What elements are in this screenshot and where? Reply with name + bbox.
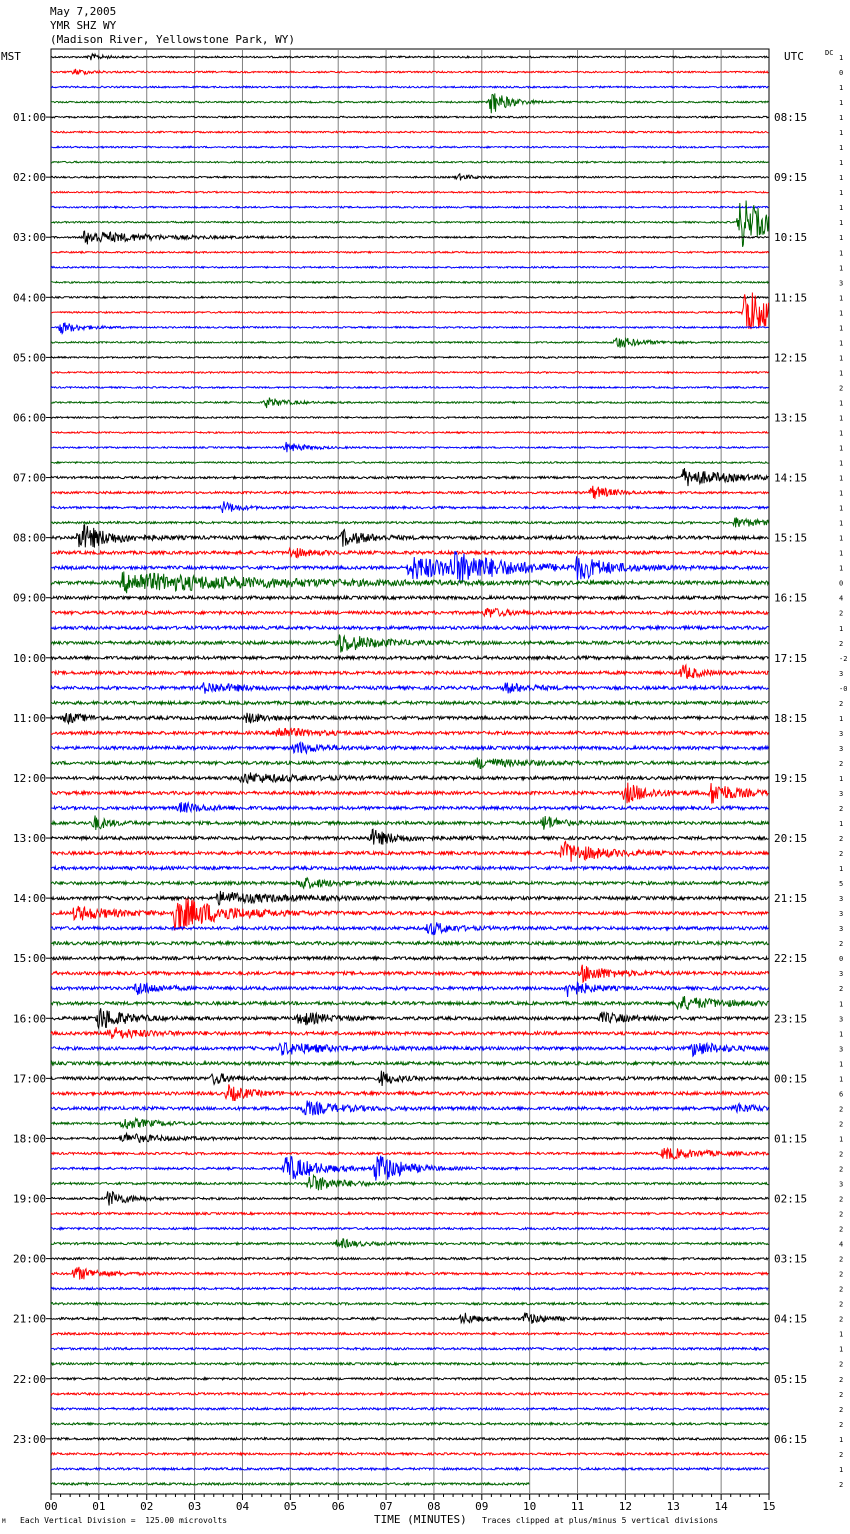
trace-line — [51, 1101, 769, 1116]
dc-value: 2 — [839, 805, 844, 813]
dc-value: 2 — [839, 1255, 844, 1264]
trace-line — [51, 1239, 769, 1248]
right-hour-label: 10:15 — [774, 231, 808, 245]
dc-value: 1 — [839, 504, 844, 513]
dc-value: 2 — [839, 1450, 844, 1459]
x-tick-label: 04 — [235, 1500, 250, 1513]
dc-value: 1 — [839, 264, 844, 273]
trace-line — [51, 1348, 769, 1350]
dc-value: 3 — [839, 729, 844, 738]
trace-line — [51, 1228, 769, 1230]
dc-value: 1 — [839, 324, 844, 333]
right-hour-label: 06:15 — [774, 1432, 808, 1446]
dc-value: 0 — [839, 955, 844, 964]
trace-line — [51, 1333, 769, 1335]
trace-line — [51, 69, 769, 75]
right-hour-label: 19:15 — [774, 771, 808, 785]
left-hour-label: 14:00 — [13, 892, 47, 906]
dc-value: 1 — [839, 159, 844, 168]
dc-value: 1 — [839, 459, 844, 468]
dc-value: 2 — [839, 699, 844, 708]
trace-line — [51, 701, 769, 704]
dc-value: 1 — [839, 474, 844, 483]
trace-line — [51, 891, 769, 905]
trace-line — [51, 1393, 769, 1395]
trace-line — [51, 1133, 769, 1142]
right-hour-label: 15:15 — [774, 531, 808, 545]
dc-value: 3 — [839, 1180, 844, 1189]
trace-line — [51, 596, 769, 599]
dc-value: 1 — [839, 249, 844, 258]
x-tick-label: 08 — [427, 1500, 441, 1513]
x-tick-label: 12 — [618, 1500, 633, 1513]
trace-line — [51, 417, 769, 419]
dc-value: 2 — [839, 1285, 844, 1294]
trace-line — [51, 501, 769, 513]
trace-line — [51, 942, 769, 945]
trace-line — [51, 728, 769, 736]
left-hour-label: 16:00 — [13, 1012, 47, 1026]
dc-value: 2 — [839, 639, 844, 648]
trace-line — [51, 743, 769, 754]
trace-line — [51, 783, 769, 804]
trace-line — [51, 965, 769, 982]
dc-value: 2 — [839, 1120, 844, 1129]
dc-value: 1 — [839, 444, 844, 453]
dc-value: 1 — [839, 234, 844, 243]
right-hour-label: 17:15 — [774, 651, 808, 665]
trace-line — [51, 398, 769, 409]
trace-line — [51, 656, 769, 659]
dc-value: 1 — [839, 339, 844, 348]
left-hour-label: 03:00 — [13, 231, 47, 245]
x-tick-label: 03 — [187, 1500, 202, 1513]
dc-value: 2 — [839, 1105, 844, 1114]
dc-value: 1 — [839, 354, 844, 363]
trace-line — [51, 608, 769, 617]
right-timezone-label: UTC — [784, 50, 804, 63]
trace-line — [51, 116, 769, 118]
left-hour-label: 02:00 — [13, 171, 47, 185]
dc-value: 2 — [839, 1270, 844, 1279]
dc-value: 3 — [839, 925, 844, 934]
dc-value: 2 — [839, 609, 844, 618]
dc-value: 2 — [839, 1195, 844, 1204]
left-hour-label: 08:00 — [13, 531, 47, 545]
dc-value: 1 — [839, 1075, 844, 1084]
dc-value: 2 — [839, 1165, 844, 1174]
dc-value: -2 — [839, 654, 848, 663]
dc-value: 2 — [839, 759, 844, 768]
trace-line — [51, 525, 769, 548]
trace-line — [51, 372, 769, 374]
right-hour-label: 02:15 — [774, 1192, 808, 1206]
dc-value: 2 — [839, 1150, 844, 1159]
x-tick-label: 10 — [523, 1500, 537, 1513]
left-hour-label: 06:00 — [13, 411, 47, 425]
trace-line — [51, 293, 769, 330]
left-hour-label: 04:00 — [13, 291, 47, 305]
x-tick-label: 00 — [44, 1500, 58, 1513]
trace-line — [51, 829, 769, 844]
trace-line — [51, 878, 769, 889]
dc-header-label: DC — [825, 49, 834, 57]
right-hour-label: 12:15 — [774, 351, 808, 365]
x-axis-label: TIME (MINUTES) — [374, 1513, 467, 1526]
trace-line — [51, 772, 769, 783]
trace-line — [51, 1288, 769, 1290]
trace-line — [51, 1191, 769, 1205]
trace-line — [51, 323, 769, 334]
dc-value: 2 — [839, 384, 844, 393]
trace-line — [51, 1176, 769, 1191]
trace-line — [51, 1148, 769, 1159]
left-hour-label: 18:00 — [13, 1132, 47, 1146]
dc-value: 1 — [839, 369, 844, 378]
right-hour-label: 09:15 — [774, 171, 808, 185]
dc-value: 1 — [839, 820, 844, 829]
trace-line — [51, 462, 769, 464]
dc-value: 2 — [839, 1315, 844, 1324]
trace-line — [51, 1363, 769, 1365]
dc-value: 1 — [839, 114, 844, 123]
dc-value: 2 — [839, 1405, 844, 1414]
plot-date: May 7,2005 — [50, 5, 117, 18]
station-location: (Madison River, Yellowstone Park, WY) — [50, 33, 296, 46]
dc-value: 1 — [839, 1000, 844, 1009]
trace-line — [51, 282, 769, 284]
trace-line — [51, 1008, 769, 1028]
right-hour-label: 16:15 — [774, 591, 808, 605]
trace-line — [51, 682, 769, 693]
dc-value: 1 — [839, 204, 844, 213]
dc-value: 6 — [839, 1090, 844, 1099]
dc-value: 1 — [839, 189, 844, 198]
dc-value: 5 — [839, 880, 844, 889]
x-tick-label: 11 — [570, 1500, 585, 1513]
trace-line — [51, 1303, 769, 1305]
left-hour-label: 15:00 — [13, 952, 47, 966]
left-hour-label: 22:00 — [13, 1372, 47, 1386]
trace-line — [51, 922, 769, 935]
trace-line — [51, 486, 769, 499]
trace-line — [51, 131, 769, 133]
dc-value: 0 — [839, 69, 844, 78]
x-tick-label: 06 — [331, 1500, 345, 1513]
dc-value: 1 — [839, 54, 844, 62]
dc-value: 1 — [839, 1465, 844, 1474]
x-tick-label: 15 — [762, 1500, 776, 1513]
left-hour-label: 13:00 — [13, 832, 47, 846]
dc-value: 1 — [839, 534, 844, 543]
dc-value: 1 — [839, 1435, 844, 1444]
trace-line — [51, 1258, 769, 1260]
trace-line — [51, 432, 769, 434]
trace-line — [51, 635, 769, 653]
trace-line — [51, 387, 769, 389]
dc-value: 2 — [839, 1210, 844, 1219]
dc-value: 0 — [839, 579, 844, 588]
trace-line — [51, 816, 769, 831]
trace-line — [51, 802, 769, 813]
dc-value: 1 — [839, 1330, 844, 1339]
trace-line — [51, 1378, 769, 1380]
dc-value: 1 — [839, 414, 844, 423]
x-tick-label: 01 — [92, 1500, 106, 1513]
trace-line — [51, 1453, 769, 1455]
trace-line — [51, 174, 769, 181]
trace-line — [51, 1084, 769, 1101]
dc-value: 2 — [839, 1390, 844, 1399]
trace-line — [51, 996, 769, 1010]
trace-line — [51, 572, 769, 594]
trace-line — [51, 841, 769, 861]
trace-line — [51, 191, 769, 193]
trace-line — [51, 1156, 769, 1181]
trace-line — [51, 1212, 769, 1214]
trace-line — [51, 899, 769, 931]
left-hour-label: 10:00 — [13, 651, 47, 665]
trace-line — [51, 713, 769, 724]
trace-line — [51, 146, 769, 148]
trace-line — [51, 957, 769, 960]
dc-value: 1 — [839, 624, 844, 633]
x-tick-label: 13 — [666, 1500, 680, 1513]
left-hour-label: 20:00 — [13, 1252, 47, 1266]
trace-line — [51, 665, 769, 679]
trace-line — [51, 1119, 769, 1130]
dc-value: 2 — [839, 1480, 844, 1489]
trace-line — [51, 517, 769, 527]
left-hour-label: 17:00 — [13, 1072, 47, 1086]
x-tick-label: 02 — [140, 1500, 154, 1513]
trace-line — [51, 1071, 769, 1086]
scale-note: Each Vertical Division = 125.00 microvolts — [20, 1516, 228, 1525]
dc-value: 1 — [839, 1135, 844, 1144]
left-hour-label: 21:00 — [13, 1312, 47, 1326]
dc-value: 2 — [839, 1225, 844, 1234]
station-code: YMR SHZ WY — [50, 19, 117, 32]
trace-line — [51, 267, 769, 269]
dc-value: 1 — [839, 309, 844, 318]
dc-value: -0 — [839, 684, 848, 693]
dc-value: 3 — [839, 1015, 844, 1024]
x-tick-label: 14 — [714, 1500, 728, 1513]
dc-value: 1 — [839, 564, 844, 573]
left-hour-label: 09:00 — [13, 591, 47, 605]
dc-value: 3 — [839, 970, 844, 979]
dc-value: 2 — [839, 985, 844, 994]
dc-value: 2 — [839, 850, 844, 859]
left-hour-label: 01:00 — [13, 111, 47, 125]
dc-value: 1 — [839, 84, 844, 93]
trace-line — [51, 1468, 769, 1470]
trace-line — [51, 982, 769, 997]
trace-line — [51, 1027, 769, 1039]
dc-value: 1 — [839, 549, 844, 558]
trace-line — [51, 252, 769, 254]
dc-value: 2 — [839, 1420, 844, 1429]
x-tick-label: 07 — [379, 1500, 393, 1513]
trace-line — [51, 161, 769, 163]
dc-value: 4 — [839, 1240, 844, 1249]
trace-line — [51, 626, 769, 629]
x-tick-label: 09 — [475, 1500, 489, 1513]
dc-value: 1 — [839, 1345, 844, 1354]
right-hour-label: 14:15 — [774, 471, 808, 485]
scale-mark: M — [2, 1518, 6, 1525]
dc-value: 1 — [839, 99, 844, 108]
dc-value: 1 — [839, 519, 844, 528]
dc-value: 3 — [839, 279, 844, 288]
trace-line — [51, 468, 769, 486]
dc-value: 1 — [839, 489, 844, 498]
trace-line — [51, 1267, 769, 1280]
left-hour-label: 05:00 — [13, 351, 47, 365]
trace-line — [51, 297, 769, 299]
dc-value: 3 — [839, 1045, 844, 1054]
dc-value: 1 — [839, 129, 844, 138]
dc-value: 2 — [839, 835, 844, 844]
dc-value: 3 — [839, 910, 844, 919]
dc-value: 2 — [839, 1360, 844, 1369]
dc-value: 3 — [839, 744, 844, 753]
trace-line — [51, 758, 769, 769]
dc-value: 1 — [839, 1060, 844, 1069]
right-hour-label: 05:15 — [774, 1372, 808, 1386]
dc-value: 4 — [839, 594, 844, 603]
dc-value: 1 — [839, 1030, 844, 1039]
left-hour-label: 19:00 — [13, 1192, 47, 1206]
dc-value: 3 — [839, 789, 844, 798]
right-hour-label: 03:15 — [774, 1252, 808, 1266]
right-hour-label: 08:15 — [774, 111, 808, 125]
trace-line — [51, 548, 769, 557]
x-tick-label: 05 — [283, 1500, 297, 1513]
right-hour-label: 20:15 — [774, 832, 808, 846]
right-hour-label: 01:15 — [774, 1132, 808, 1146]
dc-value: 1 — [839, 144, 844, 153]
right-hour-label: 23:15 — [774, 1012, 808, 1026]
trace-line — [51, 1423, 769, 1425]
trace-line — [51, 357, 769, 359]
left-hour-label: 11:00 — [13, 711, 47, 725]
plot-frame — [51, 49, 769, 1494]
trace-line — [51, 1043, 769, 1056]
trace-line — [51, 86, 769, 88]
left-hour-label: 23:00 — [13, 1432, 47, 1446]
trace-line — [51, 54, 769, 60]
trace-line — [51, 206, 769, 208]
right-hour-label: 04:15 — [774, 1312, 808, 1326]
clip-note: Traces clipped at plus/minus 5 vertical divisions — [482, 1516, 719, 1525]
right-hour-label: 21:15 — [774, 892, 808, 906]
dc-value: 2 — [839, 1300, 844, 1309]
trace-line — [51, 1313, 769, 1324]
trace-line — [51, 93, 769, 113]
trace-line — [51, 442, 769, 452]
trace-line — [51, 338, 769, 348]
left-hour-label: 07:00 — [13, 471, 47, 485]
right-hour-label: 11:15 — [774, 291, 808, 305]
dc-value: 3 — [839, 669, 844, 678]
dc-value: 1 — [839, 865, 844, 874]
dc-value: 1 — [839, 714, 844, 723]
right-hour-label: 22:15 — [774, 952, 808, 966]
dc-value: 2 — [839, 940, 844, 949]
left-hour-label: 12:00 — [13, 771, 47, 785]
dc-value: 1 — [839, 294, 844, 303]
trace-line — [51, 231, 769, 244]
trace-line — [51, 1408, 769, 1410]
right-hour-label: 00:15 — [774, 1072, 808, 1086]
dc-value: 1 — [839, 399, 844, 408]
trace-line — [51, 1438, 769, 1440]
dc-value: 1 — [839, 774, 844, 783]
trace-line — [51, 867, 769, 870]
dc-value: 1 — [839, 219, 844, 228]
dc-value: 1 — [839, 429, 844, 438]
dc-value: 1 — [839, 174, 844, 183]
right-hour-label: 13:15 — [774, 411, 808, 425]
trace-line — [51, 1062, 769, 1065]
right-hour-label: 18:15 — [774, 711, 808, 725]
left-timezone-label: MST — [1, 50, 21, 63]
dc-value: 2 — [839, 1375, 844, 1384]
dc-value: 3 — [839, 895, 844, 904]
